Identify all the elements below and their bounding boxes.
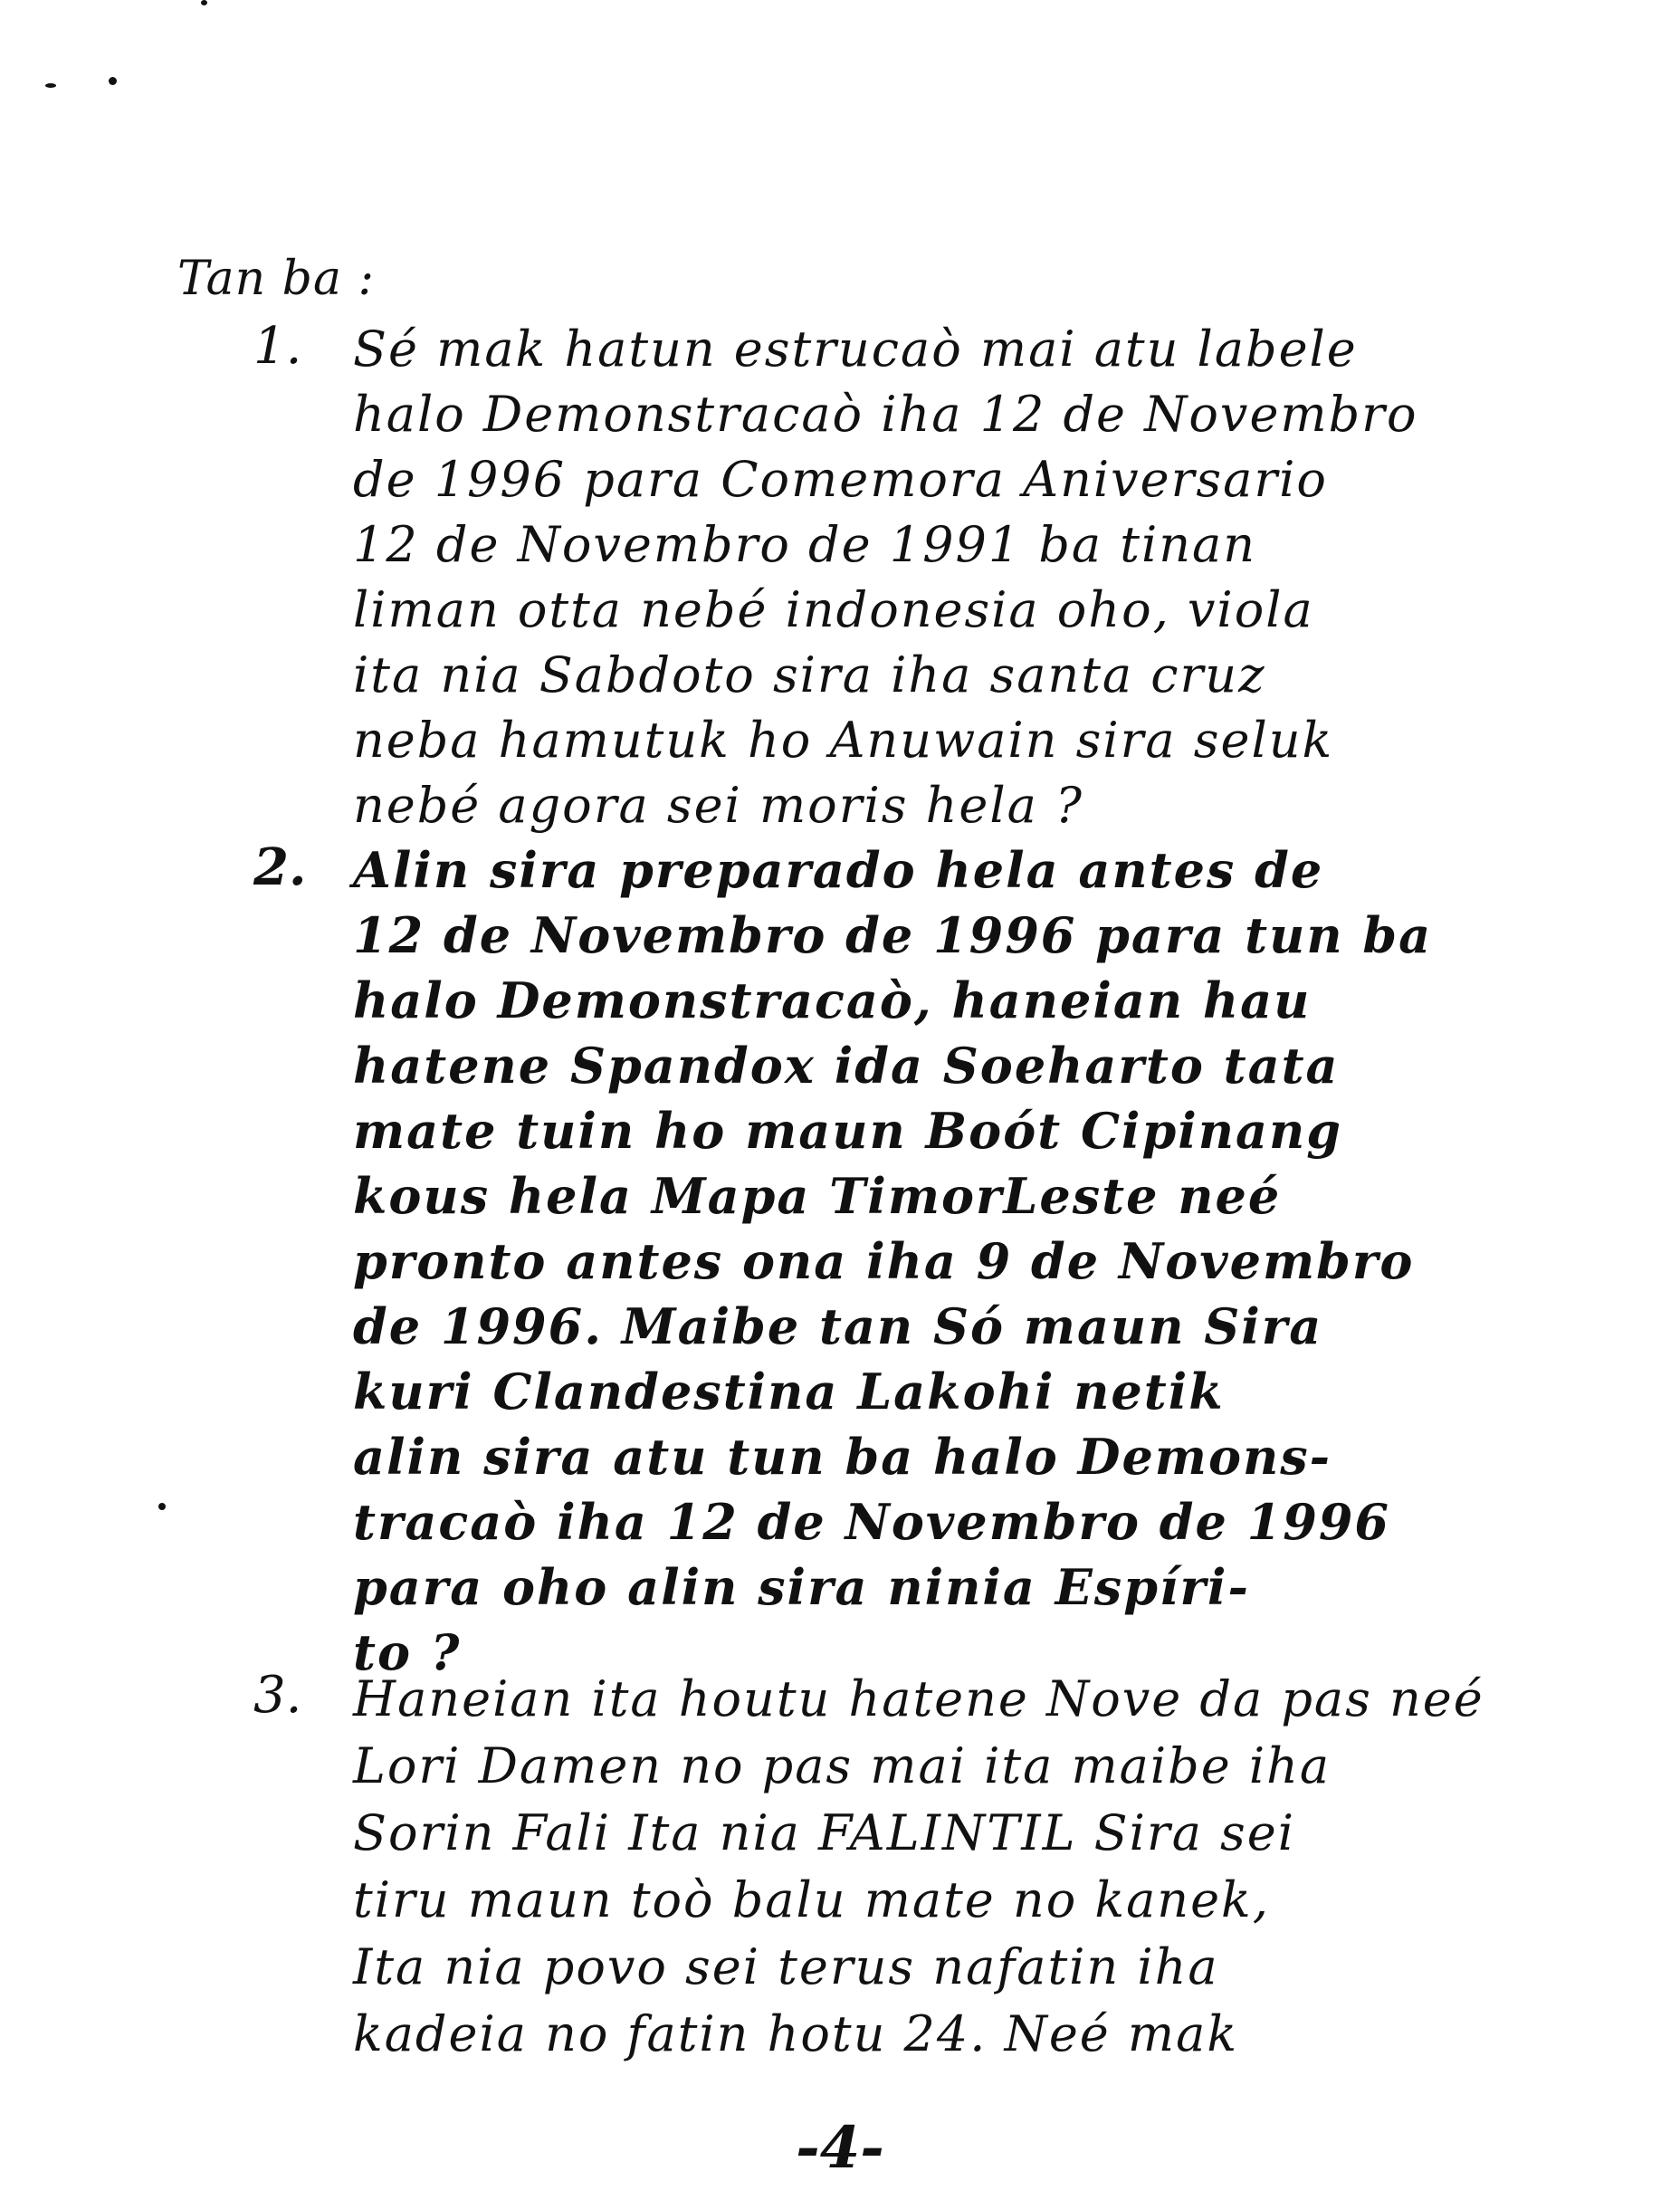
text-line: tiru maun toò balu mate no kanek, (353, 1871, 1270, 1928)
page-number: -4- (796, 2114, 884, 2182)
text-line: 12 de Novembro de 1996 para tun ba (353, 906, 1433, 964)
text-line: kuri Clandestina Lakohi netik (353, 1363, 1225, 1420)
letter-header: Tan ba : (177, 252, 376, 306)
text-line: to ? (353, 1623, 462, 1681)
item-text (353, 837, 1629, 1685)
text-line: 12 de Novembro de 1991 ba tinan (353, 516, 1256, 573)
item-number: 3. (253, 1666, 302, 1725)
item-text (353, 1666, 1629, 2068)
item-number: 2. (253, 837, 307, 897)
text-line: Lori Damen no pas mai ita maibe iha (353, 1737, 1332, 1794)
text-line: para oho alin sira ninia Espíri- (353, 1558, 1250, 1616)
ink-speck (109, 77, 117, 85)
text-line: Haneian ita houtu hatene Nove da pas neé (353, 1670, 1484, 1727)
text-line: kadeia no fatin hotu 24. Neé mak (353, 2005, 1239, 2062)
text-line: Ita nia povo sei terus nafatin iha (353, 1938, 1219, 1995)
text-line: neba hamutuk ho Anuwain sira seluk (353, 712, 1334, 769)
ink-speck (201, 0, 207, 5)
item-number: 1. (253, 317, 302, 376)
text-line: tracaò iha 12 de Novembro de 1996 (353, 1493, 1390, 1551)
ink-speck (45, 83, 56, 88)
text-line: de 1996 para Comemora Aniversario (353, 451, 1328, 508)
text-line: de 1996. Maibe tan Só maun Sira (353, 1297, 1323, 1355)
text-line: nebé agora sei moris hela ? (353, 777, 1083, 834)
text-line: alin sira atu tun ba halo Demons- (353, 1428, 1332, 1486)
text-line: mate tuin ho maun Boót Cipinang (353, 1102, 1342, 1160)
item-text (353, 317, 1629, 838)
text-line: halo Demonstracaò, haneian hau (353, 971, 1312, 1029)
text-line: liman otta nebé indonesia oho, viola (353, 581, 1314, 638)
text-line: Sé mak hatun estrucaò mai atu labele (353, 320, 1358, 378)
text-line: Alin sira preparado hela antes de (353, 841, 1324, 899)
ink-speck (158, 1503, 166, 1510)
text-line: Sorin Fali Ita nia FALINTIL Sira sei (353, 1804, 1295, 1861)
text-line: ita nia Sabdoto sira iha santa cruz (353, 646, 1266, 703)
text-line: pronto antes ona iha 9 de Novembro (353, 1232, 1415, 1290)
text-line: halo Demonstracaò iha 12 de Novembro (353, 386, 1418, 443)
text-line: kous hela Mapa TimorLeste neé (353, 1167, 1282, 1225)
text-line: hatene Spandox ida Soeharto tata (353, 1037, 1340, 1095)
